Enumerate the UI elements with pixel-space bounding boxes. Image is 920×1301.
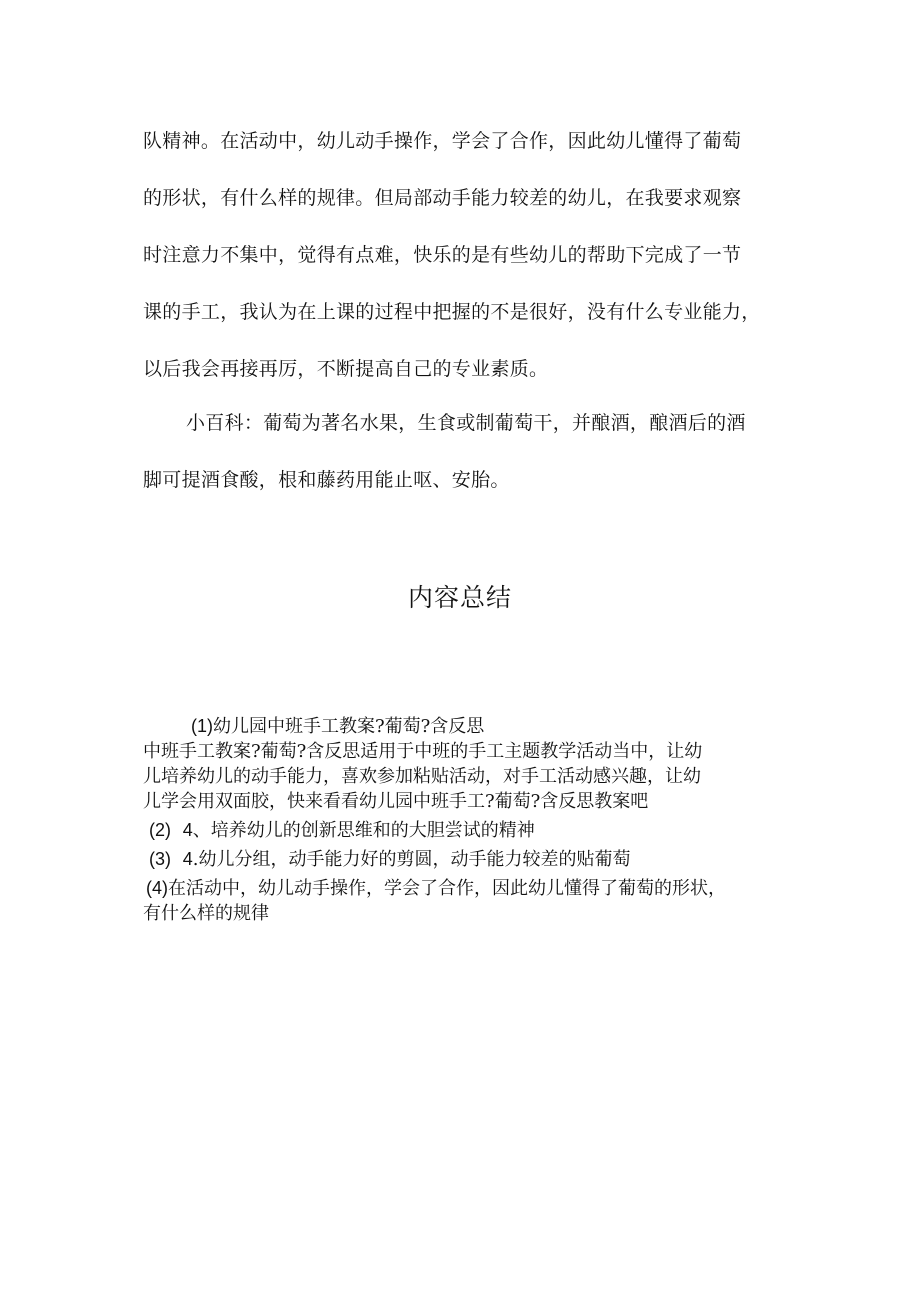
summary-list <box>143 714 783 926</box>
paragraph-line: 的形状，有什么样的规律。但局部动手能力较差的幼儿，在我要求观察 <box>143 187 742 209</box>
summary-item-4 <box>143 876 783 926</box>
summary-item-heading <box>143 714 783 739</box>
summary-item-line: 儿培养幼儿的动手能力，喜欢参加粘贴活动，对手工活动感兴趣，让幼 <box>143 766 701 787</box>
item-number: (4) <box>146 878 168 898</box>
paragraph-line: 小百科：葡萄为著名水果，生食或制葡萄干，并酿酒，酿酒后的酒 <box>186 412 746 434</box>
paragraph-line: 脚可提酒食酸，根和藤药用能止呕、安胎。 <box>143 469 510 491</box>
summary-item-2 <box>143 818 783 843</box>
item-text: 在活动中，幼儿动手操作，学会了合作，因此幼儿懂得了葡萄的形状， <box>168 878 726 899</box>
item-number: (2) <box>149 820 171 840</box>
summary-item-3 <box>143 847 783 872</box>
encyclopedia-paragraph <box>143 395 783 509</box>
paragraph-line: 时注意力不集中，觉得有点难，快乐的是有些幼儿的帮助下完成了一节 <box>143 244 742 266</box>
reflection-paragraph <box>143 113 783 398</box>
paragraph-line: 课的手工，我认为在上课的过程中把握的不是很好，没有什么专业能力， <box>143 301 761 323</box>
item-text: 、培养幼儿的创新思维和的大胆尝试的精神 <box>192 820 535 841</box>
summary-item-line: 中班手工教案?葡萄?含反思适用于中班的手工主题教学活动当中，让幼 <box>143 741 703 762</box>
summary-title: 内容总结 <box>407 583 512 612</box>
item-heading-text: 幼儿园中班手工教案?葡萄?含反思 <box>213 716 485 737</box>
summary-item-line: 儿学会用双面胶，快来看看幼儿园中班手工?葡萄?含反思教案吧 <box>143 791 649 812</box>
item-sub-number: 4 <box>182 820 193 840</box>
paragraph-line: 以后我会再接再厉，不断提高自己的专业素质。 <box>143 358 549 380</box>
item-number: (1) <box>191 716 213 736</box>
item-number: (3) <box>149 849 171 869</box>
summary-item-1 <box>143 714 783 814</box>
item-text: .幼儿分组，动手能力好的剪圆，动手能力较差的贴葡萄 <box>192 849 631 870</box>
summary-item-line <box>143 876 783 901</box>
summary-item-line: 有什么样的规律 <box>143 903 269 924</box>
item-sub-number: 4 <box>182 849 193 869</box>
paragraph-line: 队精神。在活动中，幼儿动手操作，学会了合作，因此幼儿懂得了葡萄 <box>143 130 742 152</box>
